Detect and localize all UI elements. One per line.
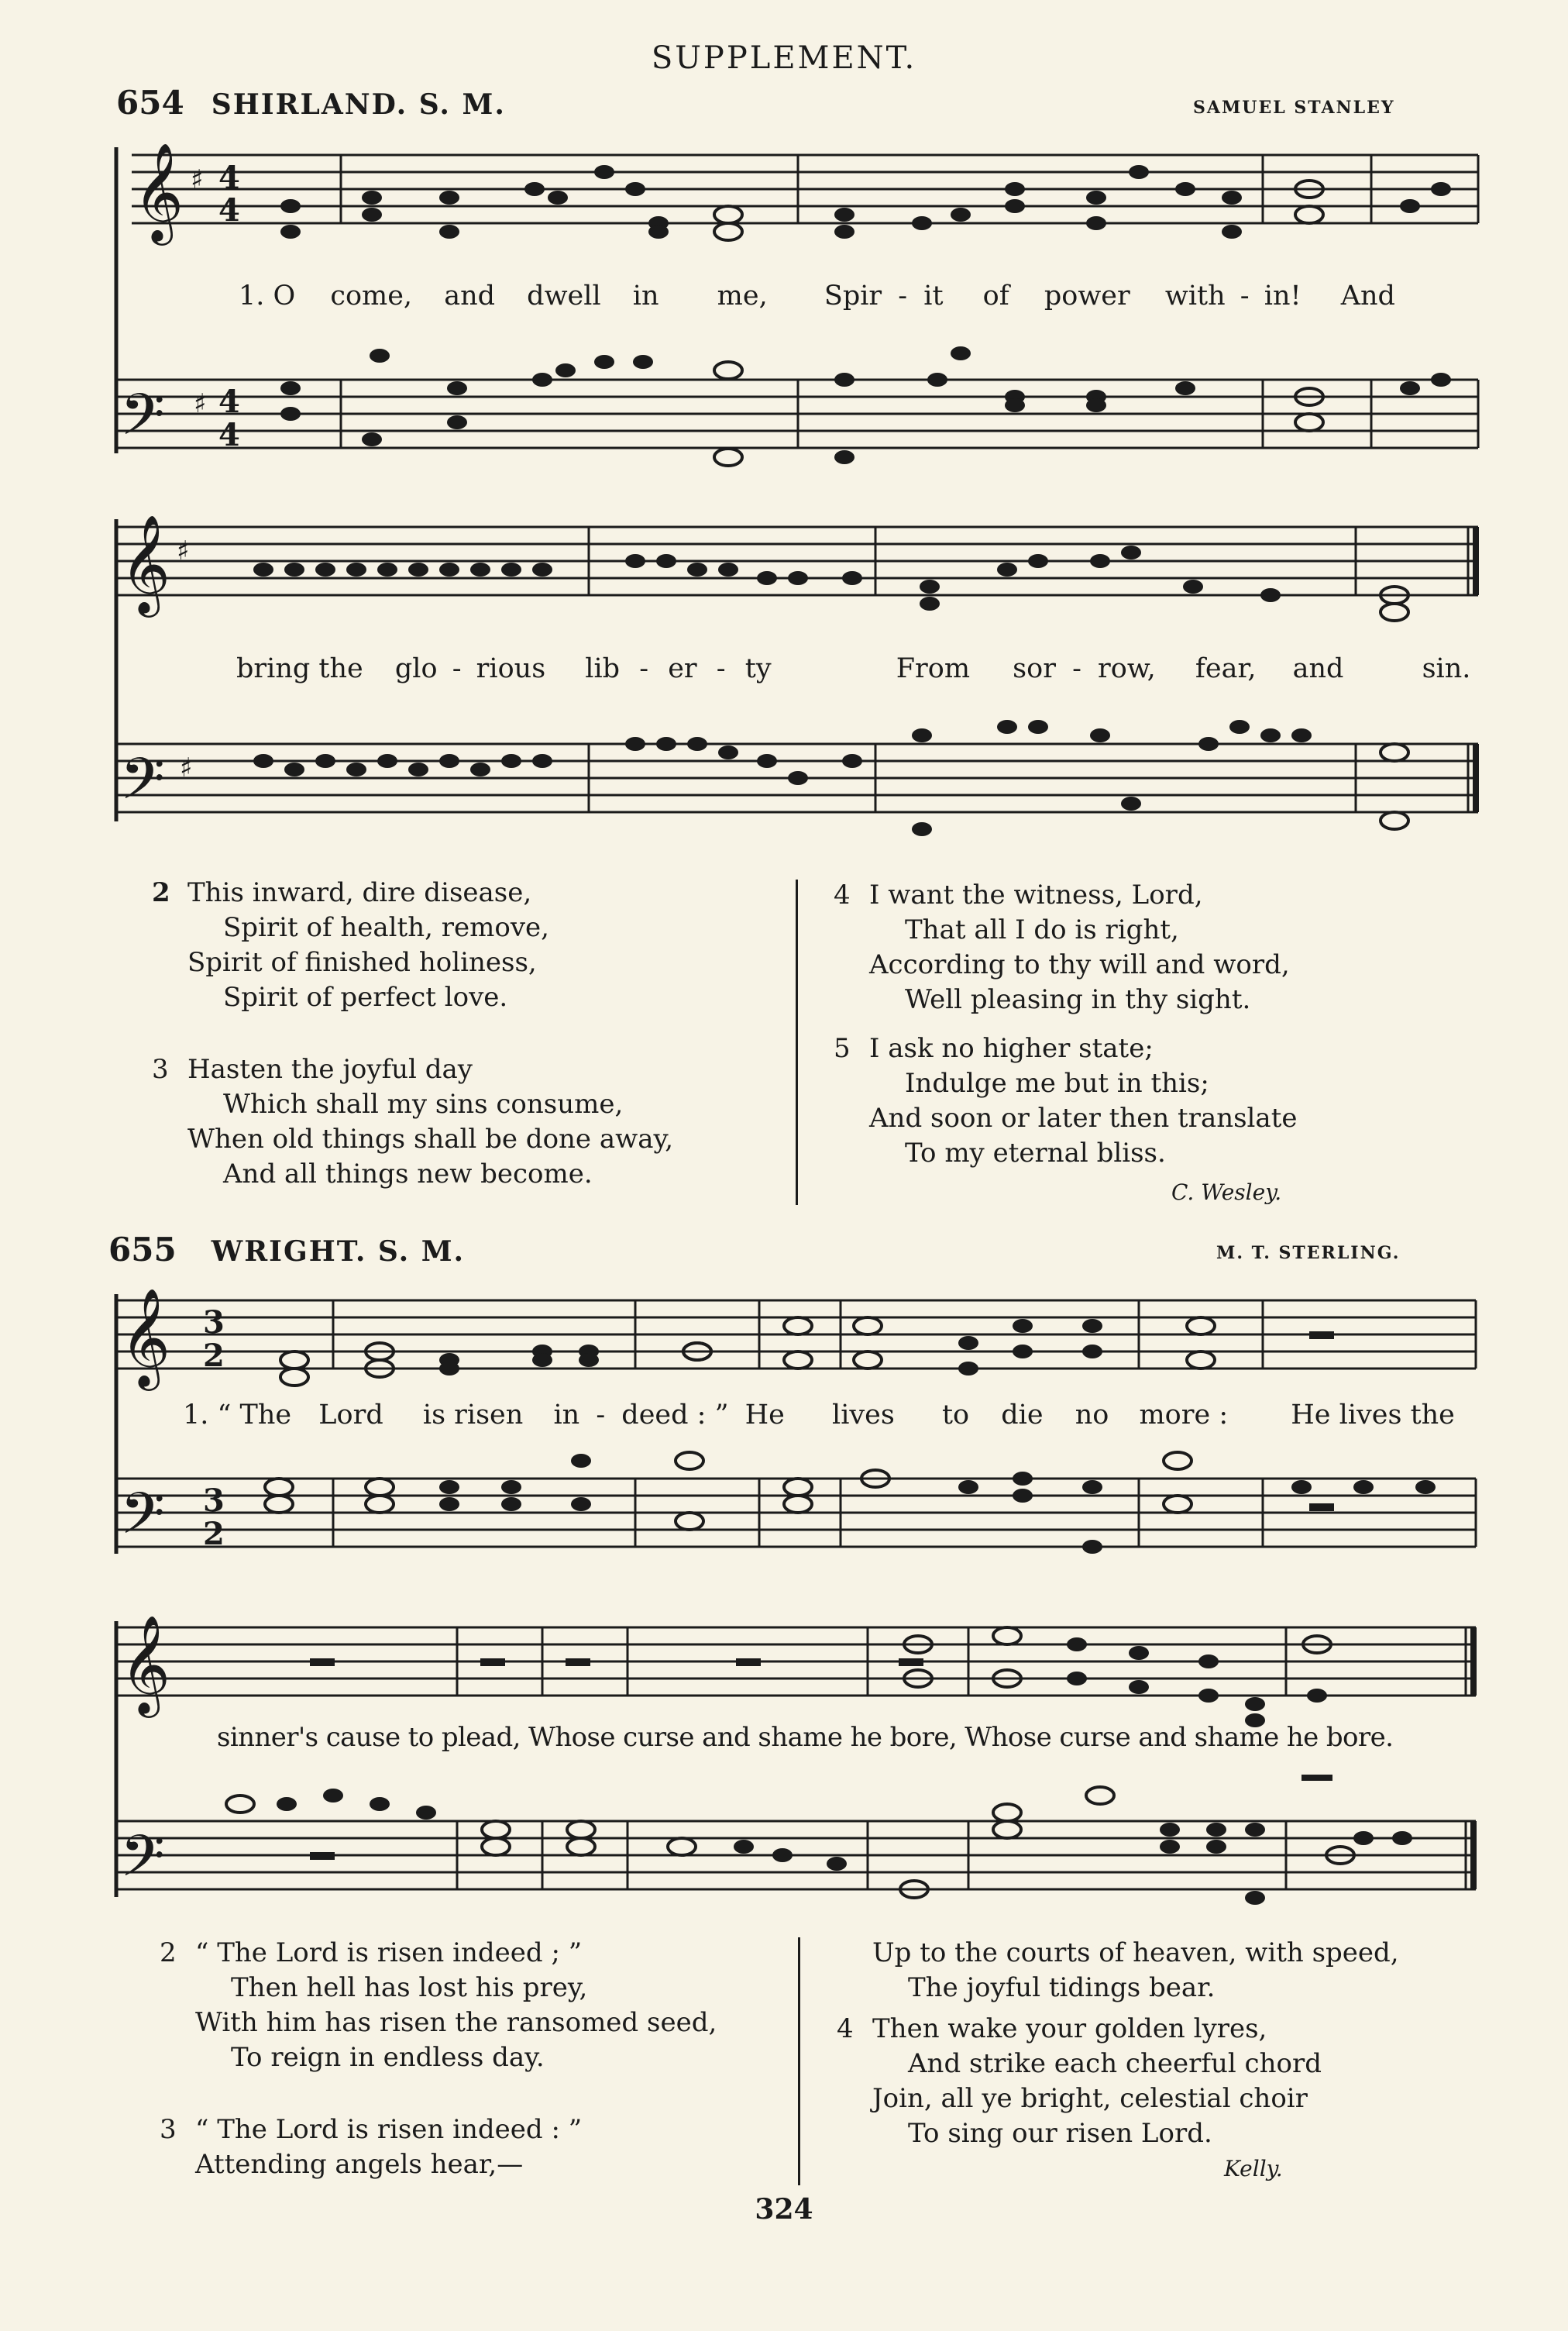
svg-text:♯: ♯ bbox=[194, 388, 207, 419]
tune-name: SHIRLAND. S. M. bbox=[211, 88, 506, 121]
svg-text:𝄢: 𝄢 bbox=[120, 745, 165, 827]
page-number: 324 bbox=[755, 2193, 813, 2226]
column-divider bbox=[796, 880, 798, 1205]
svg-text:4: 4 bbox=[218, 160, 240, 196]
verses-left-column bbox=[152, 876, 674, 1192]
lyrics-line-2: bring the glo - rious lib - er - ty From sor - row, fear, and sin. bbox=[236, 653, 1471, 684]
verse-2: 2 This inward, dire disease, Spirit of health, remove, Spirit of finished holiness, Spirit of perfect love. bbox=[152, 877, 549, 1013]
svg-text:𝄞: 𝄞 bbox=[120, 1614, 171, 1713]
hymn2-verse-2: 2 “ The Lord is risen indeed ; ” Then hell has lost his prey, With him has risen the ransomed seed, To reign in endless day. bbox=[160, 1937, 717, 2073]
hymn2-lyrics-line-1: 1. “ The Lord is risen in - deed : ” He lives to die no more : He lives the bbox=[183, 1400, 1455, 1431]
composer: SAMUEL STANLEY bbox=[1193, 98, 1395, 118]
hymn2-number: 655 bbox=[108, 1231, 177, 1269]
hymn2-verse-3: 3 “ The Lord is risen indeed : ” Attending angels hear,— bbox=[160, 2114, 583, 2180]
svg-text:𝄢: 𝄢 bbox=[120, 381, 165, 463]
verse-3: 3 Hasten the joyful day Which shall my sins consume, When old things shall be done away, And all things new become. bbox=[152, 1054, 674, 1190]
svg-text:4: 4 bbox=[218, 384, 240, 420]
hymn2-verse-4: 4 Then wake your golden lyres, And strike each cheerful chord Join, all ye bright, celestial choir To sing our risen Lord. bbox=[837, 2013, 1322, 2149]
svg-text:4: 4 bbox=[218, 417, 240, 453]
svg-text:♯: ♯ bbox=[191, 164, 204, 195]
svg-text:♯: ♯ bbox=[180, 752, 193, 783]
hymn2-composer: M. T. STERLING. bbox=[1216, 1243, 1401, 1263]
verses-right-column bbox=[834, 878, 1298, 1171]
verse-4: 4 I want the witness, Lord, That all I do is right, According to thy will and word, Well pleasing in thy sight. bbox=[834, 880, 1290, 1015]
hymn2-verses-left-column bbox=[160, 1936, 717, 2182]
svg-text:♯: ♯ bbox=[177, 535, 190, 566]
music-staves-hymn1 bbox=[0, 0, 1568, 891]
lyrics-line-1: 1. O come, and dwell in me, Spir - it of power with - in! And bbox=[239, 281, 1395, 312]
hymn2-tune-name: WRIGHT. S. M. bbox=[211, 1235, 466, 1268]
hymn2-verses-right-column bbox=[837, 1936, 1399, 2151]
svg-text:4: 4 bbox=[218, 192, 240, 229]
hymn2-title-line bbox=[108, 1231, 465, 1269]
hymn2-verse-3-cont: Up to the courts of heaven, with speed, The joyful tidings bear. bbox=[872, 1937, 1399, 2003]
svg-text:𝄞: 𝄞 bbox=[120, 514, 171, 613]
hymn1-author: C. Wesley. bbox=[1171, 1179, 1282, 1205]
svg-text:2: 2 bbox=[203, 1338, 225, 1374]
svg-text:3: 3 bbox=[203, 1482, 225, 1519]
svg-text:3: 3 bbox=[203, 1304, 225, 1341]
hymn2-lyrics-line-2: sinner's cause to plead, Whose curse and shame he bore, Whose curse and shame he bore. bbox=[217, 1722, 1394, 1753]
page-header: SUPPLEMENT. bbox=[651, 40, 917, 76]
svg-text:𝄞: 𝄞 bbox=[120, 1287, 171, 1386]
svg-text:𝄞: 𝄞 bbox=[133, 142, 184, 241]
hymn2-author: Kelly. bbox=[1224, 2156, 1283, 2181]
svg-text:𝄢: 𝄢 bbox=[120, 1823, 165, 1904]
svg-text:2: 2 bbox=[203, 1516, 225, 1552]
verse-5: 5 I ask no higher state; Indulge me but in this; And soon or later then translate To my eternal bliss. bbox=[834, 1033, 1298, 1169]
svg-text:𝄢: 𝄢 bbox=[120, 1480, 165, 1561]
hymn2-column-divider bbox=[798, 1937, 800, 2185]
hymn-number: 654 bbox=[116, 84, 184, 122]
music-staves-hymn2 bbox=[0, 1271, 1568, 1937]
